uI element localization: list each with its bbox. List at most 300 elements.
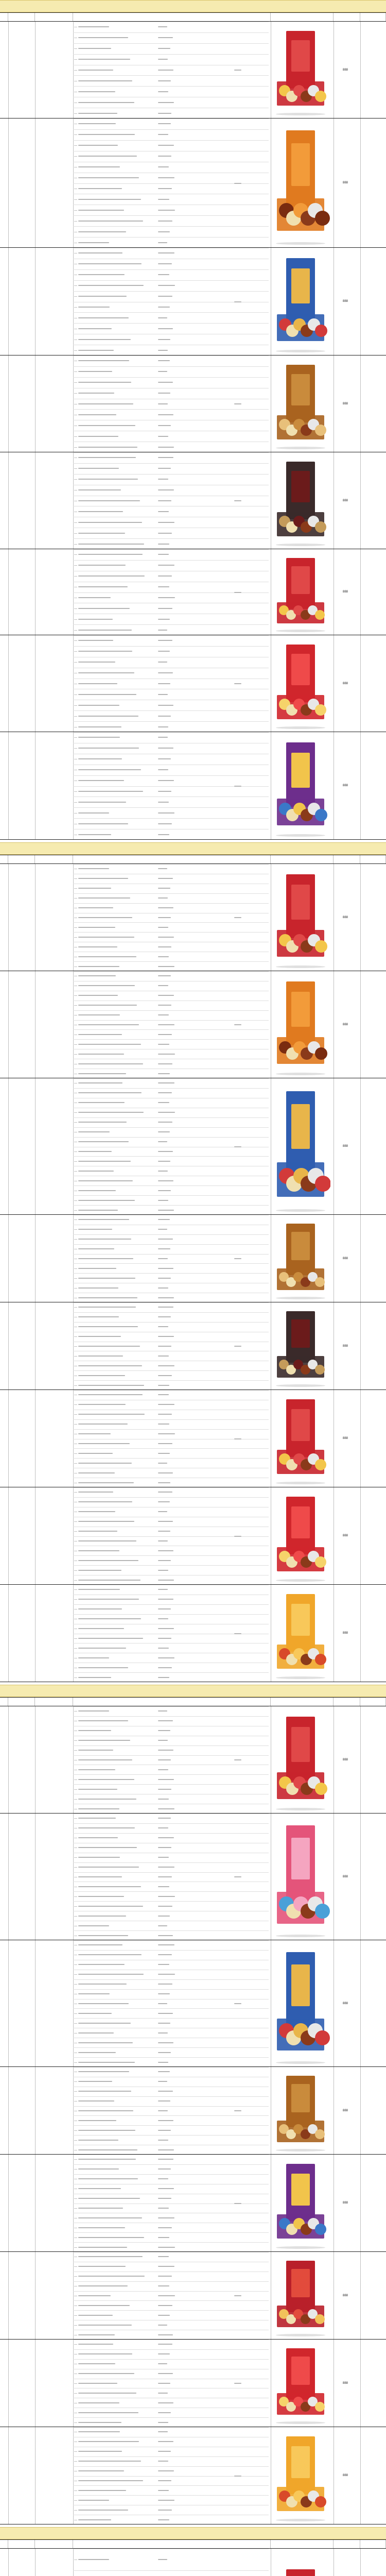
item-description [78, 457, 136, 458]
gift-product [315, 2030, 330, 2045]
gift-box-image [271, 358, 330, 450]
item-description [78, 1443, 130, 1444]
item-index [74, 2013, 77, 2014]
item-description [78, 1394, 143, 1395]
item-spec [158, 1759, 171, 1760]
gift-product [315, 704, 326, 716]
item-spec [158, 134, 168, 135]
column-divider [8, 248, 9, 355]
item-spec [158, 221, 172, 222]
item-row-divider [73, 646, 269, 647]
item-description [78, 897, 130, 899]
quantity-cell [234, 500, 241, 501]
item-spec [158, 995, 174, 996]
item-row-divider [73, 2164, 269, 2165]
item-index [74, 1492, 77, 1493]
item-row-divider [73, 118, 269, 119]
item-description [78, 2237, 144, 2238]
item-row-divider [73, 1039, 269, 1040]
item-spec [158, 1190, 171, 1191]
item-spec [158, 1054, 175, 1055]
item-spec [158, 1492, 172, 1493]
gift-shadow [276, 2421, 325, 2424]
package-row [0, 2067, 386, 2155]
column-header [334, 1698, 360, 1706]
package-price: 888 [342, 2381, 348, 2385]
column-divider [8, 22, 9, 118]
gift-box-lid [291, 1727, 310, 1762]
item-row-divider [73, 1448, 269, 1449]
item-row-divider [73, 1979, 269, 1980]
gift-box-image [271, 1587, 330, 1680]
item-spec [158, 1404, 174, 1405]
item-spec [158, 1239, 173, 1240]
item-description [78, 500, 140, 501]
item-spec [158, 758, 171, 759]
item-row-divider [73, 1555, 269, 1556]
item-description [78, 468, 119, 469]
gift-shadow [276, 1297, 325, 1299]
gift-product [315, 610, 325, 620]
item-description [78, 102, 134, 103]
gift-shadow [276, 726, 325, 729]
item-description [78, 575, 145, 577]
item-row-divider [73, 922, 269, 923]
item-spec [158, 1657, 174, 1658]
column-divider [360, 2155, 361, 2251]
quantity-cell [234, 2203, 241, 2204]
item-spec [158, 382, 173, 383]
item-description [78, 2032, 114, 2033]
item-spec [158, 985, 168, 986]
item-description [78, 2412, 138, 2413]
item-description [78, 2393, 136, 2394]
item-row-divider [73, 624, 269, 625]
gift-box-image [271, 250, 330, 353]
item-index [74, 436, 77, 437]
item-spec [158, 1818, 171, 1819]
package-price: 888 [342, 181, 348, 184]
item-description [78, 1808, 119, 1809]
item-description [78, 1657, 109, 1658]
item-spec [158, 2247, 175, 2248]
item-row-divider [73, 75, 269, 76]
item-row-divider [73, 1458, 269, 1459]
item-row-divider [73, 1755, 269, 1756]
item-row-divider [73, 312, 269, 313]
table-header [0, 2539, 386, 2549]
item-index [74, 1336, 77, 1337]
item-spec [158, 2062, 168, 2063]
item-description [78, 37, 128, 38]
item-spec [158, 1044, 169, 1045]
item-row-divider [73, 1390, 269, 1391]
column-divider [8, 549, 9, 635]
item-row-divider [73, 1263, 269, 1264]
item-spec [158, 651, 170, 652]
item-index [74, 1356, 77, 1357]
item-spec [158, 1867, 174, 1868]
package-row [0, 1940, 386, 2067]
package-row [0, 355, 386, 452]
gift-product [315, 91, 326, 102]
item-spec [158, 1482, 170, 1483]
item-spec [158, 479, 168, 480]
item-row-divider [73, 32, 269, 33]
column-divider [360, 2549, 361, 2576]
gift-product [315, 211, 330, 226]
item-spec [158, 1993, 170, 1994]
gift-box-image [271, 2254, 330, 2337]
column-header [73, 855, 271, 863]
item-spec [158, 1082, 174, 1083]
item-spec [158, 1511, 167, 1512]
item-spec [158, 2120, 173, 2121]
item-spec [158, 1141, 167, 1142]
item-index [74, 2383, 77, 2384]
gift-product [315, 2224, 326, 2235]
gift-product [315, 1176, 330, 1192]
quantity-cell [234, 592, 241, 593]
item-spec [158, 1550, 173, 1551]
item-description [78, 985, 135, 986]
quantity-cell [234, 2003, 241, 2004]
item-spec [158, 868, 167, 869]
item-row-divider [73, 549, 269, 550]
item-description [78, 1258, 133, 1259]
item-row-divider [73, 1745, 269, 1746]
item-spec [158, 2227, 172, 2228]
item-index [74, 457, 77, 458]
package-row [0, 1078, 386, 1215]
item-spec [158, 2130, 171, 2131]
item-spec [158, 102, 174, 103]
item-index [74, 1857, 77, 1858]
item-description [78, 1935, 128, 1936]
item-description [78, 2256, 143, 2257]
item-spec [158, 1394, 169, 1395]
item-description [78, 1336, 121, 1337]
item-spec [158, 414, 173, 415]
item-index [74, 1288, 77, 1289]
item-description [78, 350, 114, 351]
item-spec [158, 2559, 167, 2560]
item-spec [158, 166, 169, 167]
item-row-divider [73, 237, 269, 238]
item-description [78, 1837, 118, 1838]
item-spec [158, 1258, 168, 1259]
item-spec [158, 188, 172, 189]
item-description [78, 134, 135, 135]
package-price: 888 [342, 2294, 348, 2297]
item-description [78, 2091, 131, 2092]
column-header [8, 2540, 35, 2548]
item-spec [158, 2470, 174, 2471]
item-spec [158, 662, 167, 663]
item-spec [158, 500, 171, 501]
item-index [74, 1044, 77, 1045]
column-divider [35, 2155, 36, 2251]
item-index [74, 59, 77, 60]
gift-box-lid [291, 2446, 310, 2478]
quantity-cell [234, 2110, 241, 2111]
column-header [360, 2540, 386, 2548]
item-spec [158, 1472, 173, 1473]
item-description [78, 1073, 126, 1074]
item-spec [158, 371, 167, 372]
item-description [78, 2071, 129, 2072]
quantity-cell [234, 1258, 241, 1259]
item-spec [158, 2500, 174, 2501]
quantity-cell [234, 1633, 241, 1634]
quantity-cell [234, 786, 241, 787]
item-description [78, 1472, 115, 1473]
item-description [78, 2315, 113, 2316]
item-description [78, 2227, 125, 2228]
item-row-divider [73, 2174, 269, 2175]
column-divider [360, 1302, 361, 1389]
item-row-divider [73, 710, 269, 711]
item-row-divider [73, 2495, 269, 2496]
item-row-divider [73, 2008, 269, 2009]
item-index [74, 1599, 77, 1600]
column-header [0, 1698, 8, 1706]
column-divider [35, 864, 36, 971]
item-description [78, 1423, 128, 1425]
item-index [74, 565, 77, 566]
item-index [74, 2081, 77, 2082]
package-row [0, 118, 386, 248]
item-row-divider [73, 1872, 269, 1873]
gift-box-image [271, 1942, 330, 2065]
item-spec [158, 1808, 174, 1809]
package-price: 888 [342, 1023, 348, 1026]
item-description [78, 1886, 141, 1887]
item-row-divider [73, 2466, 269, 2467]
gift-product [315, 1783, 327, 1795]
item-description [78, 907, 113, 908]
item-spec [158, 1034, 172, 1035]
item-description [78, 1550, 119, 1551]
item-spec [158, 544, 169, 545]
gift-shadow [276, 1579, 325, 1582]
package-price: 888 [342, 2002, 348, 2005]
quantity-cell [234, 1536, 241, 1537]
item-spec [158, 317, 167, 318]
gift-box-lid [291, 1604, 310, 1636]
item-description [78, 2100, 114, 2102]
item-index [74, 382, 77, 383]
item-index [74, 156, 77, 157]
item-row-divider [73, 775, 269, 776]
item-index [74, 2325, 77, 2326]
item-spec [158, 2441, 173, 2442]
item-spec [158, 694, 168, 695]
item-index [74, 2451, 77, 2452]
item-description [78, 274, 125, 275]
gift-box-lid [291, 654, 310, 685]
item-index [74, 802, 77, 803]
package-price: 888 [342, 682, 348, 685]
gift-shadow [276, 1676, 325, 1679]
item-row-divider [73, 1930, 269, 1931]
item-spec [158, 1628, 174, 1629]
item-description [78, 447, 137, 448]
gift-box-lid [291, 1319, 310, 1348]
item-description [78, 70, 113, 71]
item-index [74, 2159, 77, 2160]
package-price: 888 [342, 2109, 348, 2112]
item-description [78, 1710, 109, 1711]
item-spec [158, 1210, 174, 1211]
item-description [78, 683, 117, 684]
item-spec [158, 350, 168, 351]
item-index [74, 608, 77, 609]
item-description [78, 1511, 115, 1512]
item-row-divider [73, 2456, 269, 2457]
gift-box-lid [291, 143, 310, 186]
item-description [78, 156, 137, 157]
item-spec [158, 1954, 172, 1955]
item-description [78, 2519, 111, 2520]
column-divider [8, 1585, 9, 1682]
item-spec [158, 296, 172, 297]
column-divider [360, 1487, 361, 1584]
item-spec [158, 1336, 174, 1337]
package-row [0, 1585, 386, 1682]
item-description [78, 2480, 143, 2481]
item-spec [158, 1180, 173, 1181]
item-description [78, 1818, 116, 1819]
item-description [78, 927, 115, 928]
quantity-cell [234, 2383, 241, 2384]
item-row-divider [73, 1244, 269, 1245]
item-description [78, 1034, 122, 1035]
item-row-divider [73, 1565, 269, 1566]
item-index [74, 619, 77, 620]
gift-product [315, 809, 327, 821]
column-divider [360, 2067, 361, 2154]
item-index [74, 878, 77, 879]
item-index [74, 134, 77, 135]
column-divider [35, 2252, 36, 2339]
item-row-divider [73, 818, 269, 819]
package-row [0, 971, 386, 1078]
item-spec [158, 2412, 171, 2413]
gift-shadow [276, 2149, 325, 2151]
item-row-divider [73, 1273, 269, 1274]
column-divider [8, 2549, 9, 2576]
gift-box-lid [291, 1964, 310, 2006]
item-row-divider [73, 1672, 269, 1673]
item-spec [158, 2178, 168, 2179]
item-description [78, 966, 119, 967]
item-spec [158, 1580, 174, 1581]
item-index [74, 813, 77, 814]
gift-product [315, 2402, 325, 2412]
item-description [78, 1618, 141, 1619]
item-spec [158, 328, 173, 329]
item-description [78, 716, 138, 717]
column-header [8, 1698, 35, 1706]
package-price: 888 [342, 784, 348, 787]
item-spec [158, 2373, 173, 2374]
package-price: 888 [342, 916, 348, 919]
item-row-divider [73, 903, 269, 904]
item-index [74, 221, 77, 222]
column-divider [360, 1585, 361, 1682]
gift-shadow [276, 350, 325, 352]
gift-box-image [271, 24, 330, 116]
item-description [78, 586, 128, 587]
item-description [78, 1896, 124, 1897]
item-description [78, 1248, 114, 1249]
item-spec [158, 1161, 170, 1162]
package-price: 888 [342, 402, 348, 405]
item-spec [158, 210, 175, 211]
item-index [74, 888, 77, 889]
column-divider [8, 1078, 9, 1214]
item-description [78, 307, 110, 308]
item-spec [158, 1599, 173, 1600]
quantity-cell [234, 403, 241, 404]
item-spec [158, 2480, 171, 2481]
item-spec [158, 769, 168, 770]
item-description [78, 1316, 119, 1317]
gift-product [315, 1904, 330, 1919]
column-divider [360, 1814, 361, 1940]
item-index [74, 1424, 77, 1425]
item-spec [158, 2013, 173, 2014]
item-description [78, 1190, 116, 1191]
item-row-divider [73, 2349, 269, 2350]
package-row [0, 2155, 386, 2252]
item-spec [158, 1501, 170, 1502]
item-description [78, 2285, 128, 2286]
column-divider [360, 22, 361, 118]
item-spec [158, 1453, 170, 1454]
item-spec [158, 1769, 168, 1770]
item-spec [158, 608, 172, 609]
quantity-cell [234, 1024, 241, 1025]
item-spec [158, 1906, 172, 1907]
item-spec [158, 2451, 171, 2452]
column-header [360, 1698, 386, 1706]
item-spec [158, 2198, 171, 2199]
item-description [78, 2149, 137, 2150]
item-spec [158, 2295, 175, 2296]
item-spec [158, 2315, 170, 2316]
item-description [78, 436, 118, 437]
item-spec [158, 2140, 168, 2141]
item-index [74, 1638, 77, 1639]
gift-product [315, 1556, 326, 1568]
package-row [0, 1814, 386, 1940]
column-header [271, 13, 334, 21]
item-description [78, 544, 144, 545]
item-spec [158, 1131, 170, 1132]
item-description [78, 145, 118, 146]
item-description [78, 2295, 111, 2296]
item-spec [158, 966, 174, 967]
item-spec [158, 1024, 174, 1025]
item-spec [158, 2266, 174, 2267]
item-description [78, 1944, 122, 1945]
item-description [78, 511, 123, 512]
item-description [78, 1122, 127, 1123]
item-row-divider [73, 280, 269, 281]
item-index [74, 1453, 77, 1454]
